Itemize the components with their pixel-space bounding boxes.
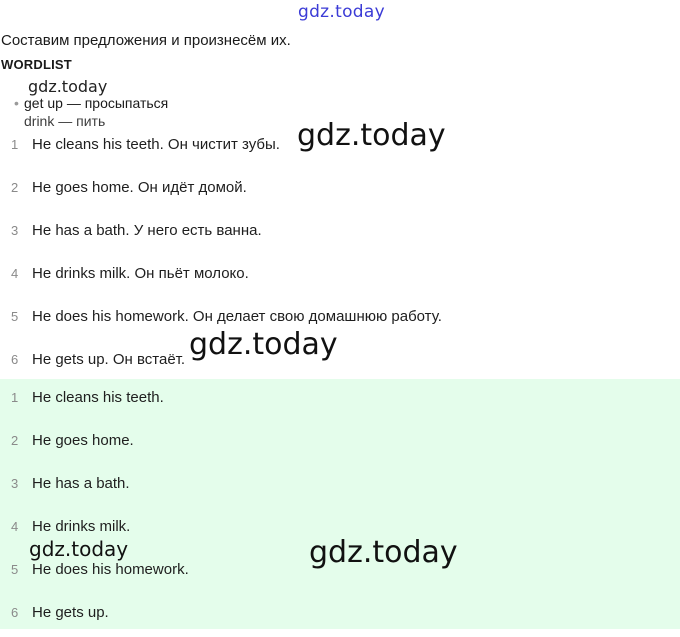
item-text: He gets up. xyxy=(32,604,109,621)
wordlist-item-text: get up — просыпаться xyxy=(24,95,169,111)
item-text: He does his homework. Он делает свою домашнюю работу. xyxy=(32,308,442,325)
list-item xyxy=(0,422,680,465)
watermark-top: gdz.today xyxy=(298,2,385,22)
item-text: He drinks milk. Он пьёт молоко. xyxy=(32,265,249,282)
item-number: 4 xyxy=(11,519,19,534)
list-item xyxy=(0,295,680,338)
item-number: 3 xyxy=(11,476,19,491)
sentences-translated-list xyxy=(0,123,680,381)
watermark: gdz.today xyxy=(189,327,338,362)
wordlist xyxy=(14,94,169,129)
item-number: 5 xyxy=(11,309,19,324)
wordlist-item xyxy=(14,94,168,112)
watermark: gdz.today xyxy=(29,537,129,561)
answer-list xyxy=(0,379,680,629)
item-number: 6 xyxy=(11,605,19,620)
item-number: 2 xyxy=(11,180,19,195)
watermark: gdz.today xyxy=(309,535,458,570)
item-number: 3 xyxy=(11,223,19,238)
item-text: He has a bath. У него есть ванна. xyxy=(32,222,262,239)
watermark: gdz.today xyxy=(297,118,446,153)
wordlist-item-text: drink — пить xyxy=(24,113,106,129)
list-item xyxy=(0,594,680,637)
item-number: 5 xyxy=(11,562,19,577)
item-number: 6 xyxy=(11,352,19,367)
item-number: 2 xyxy=(11,433,19,448)
list-item xyxy=(0,338,680,381)
watermark: gdz.today xyxy=(28,77,108,96)
item-text: He has a bath. xyxy=(32,475,130,492)
item-text: He gets up. Он встаёт. xyxy=(32,351,186,368)
item-number: 1 xyxy=(11,137,19,152)
item-text: He does his homework. xyxy=(32,561,189,578)
wordlist-title: WORDLIST xyxy=(1,57,72,72)
bullet-icon: • xyxy=(14,95,19,111)
item-text: He cleans his teeth. Он чистит зубы. xyxy=(32,136,280,153)
list-item xyxy=(0,252,680,295)
item-number: 4 xyxy=(11,266,19,281)
list-item xyxy=(0,209,680,252)
list-item xyxy=(0,379,680,422)
item-number: 1 xyxy=(11,390,19,405)
list-item xyxy=(0,465,680,508)
list-item xyxy=(0,166,680,209)
intro-text: Составим предложения и произнесём их. xyxy=(1,32,291,49)
item-text: He goes home. Он идёт домой. xyxy=(32,179,247,196)
item-text: He drinks milk. xyxy=(32,518,131,535)
wordlist-item xyxy=(14,112,168,129)
item-text: He goes home. xyxy=(32,432,134,449)
item-text: He cleans his teeth. xyxy=(32,389,164,406)
